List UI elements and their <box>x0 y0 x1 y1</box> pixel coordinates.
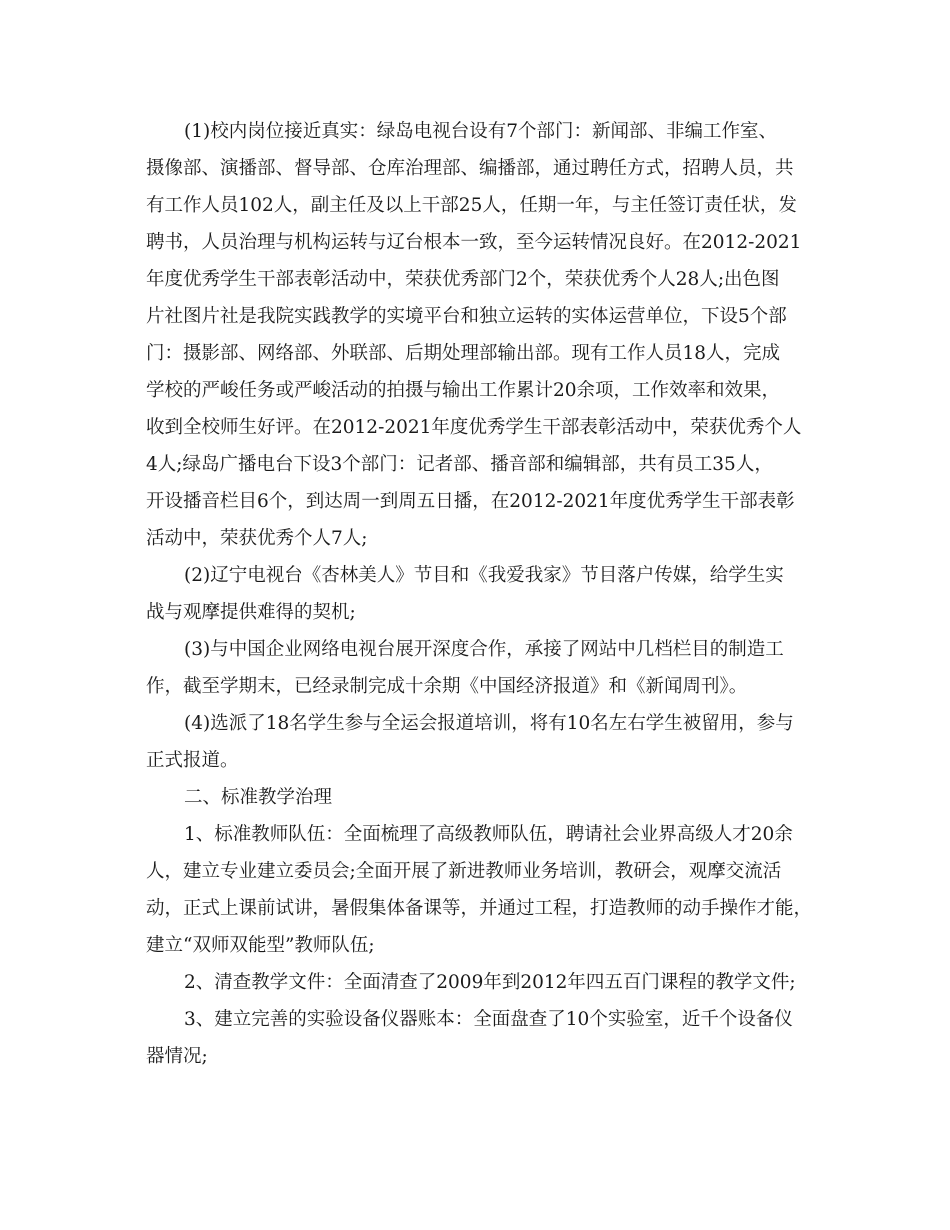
paragraph-line: (2)辽宁电视台《杏林美人》节目和《我爱我家》节目落户传媒，给学生实 <box>184 565 784 586</box>
paragraph-line: 建立“双师双能型”教师队伍; <box>146 935 375 956</box>
paragraph-line: 年度优秀学生干部表彰活动中，荣获优秀部门2个，荣获优秀个人28人;出色图 <box>146 269 780 290</box>
paragraph-line: 人，建立专业建立委员会;全面开展了新进教师业务培训，教研会，观摩交流活 <box>146 861 782 882</box>
paragraph-line: 有工作人员102人，副主任及以上干部25人，任期一年，与主任签订责任状，发 <box>146 195 797 216</box>
paragraph-line: (4)选派了18名学生参与全运会报道培训，将有10名左右学生被留用，参与 <box>184 713 794 734</box>
paragraph-line: 1、标准教师队伍：全面梳理了高级教师队伍，聘请社会业界高级人才20余 <box>184 824 793 845</box>
paragraph-line: (3)与中国企业网络电视台展开深度合作，承接了网站中几档栏目的制造工 <box>184 639 784 660</box>
paragraph-line: 片社图片社是我院实践教学的实境平台和独立运转的实体运营单位，下设5个部 <box>146 306 787 327</box>
paragraph-line: 收到全校师生好评。在2012-2021年度优秀学生干部表彰活动中，荣获优秀个人 <box>146 417 802 438</box>
document-body <box>146 113 812 1075</box>
paragraph-line: 活动中，荣获优秀个人7人; <box>146 528 368 549</box>
paragraph-line: 3、建立完善的实验设备仪器账本：全面盘查了10个实验室，近千个设备仪 <box>184 1009 793 1030</box>
paragraph-line: (1)校内岗位接近真实：绿岛电视台设有7个部门：新闻部、非编工作室、 <box>184 121 777 142</box>
paragraph-line: 门：摄影部、网络部、外联部、后期处理部输出部。现有工作人员18人，完成 <box>146 343 781 364</box>
section-heading: 二、标准教学治理 <box>184 787 333 808</box>
paragraph-line: 4人;绿岛广播电台下设3个部门：记者部、播音部和编辑部，共有员工35人， <box>146 454 773 475</box>
paragraph-line: 聘书，人员治理与机构运转与辽台根本一致，至今运转情况良好。在2012-2021 <box>146 232 802 253</box>
paragraph-line: 战与观摩提供难得的契机; <box>146 602 356 623</box>
paragraph-line: 作，截至学期末，已经录制完成十余期《中国经济报道》和《新闻周刊》。 <box>146 676 748 697</box>
paragraph-line: 学校的严峻任务或严峻活动的拍摄与输出工作累计20余项，工作效率和效果， <box>146 380 781 401</box>
paragraph-line: 器情况; <box>146 1046 208 1067</box>
paragraph-line: 2、清查教学文件：全面清查了2009年到2012年四五百门课程的教学文件; <box>184 972 796 993</box>
paragraph-line: 开设播音栏目6个，到达周一到周五日播，在2012-2021年度优秀学生干部表彰 <box>146 491 795 512</box>
paragraph-line: 动，正式上课前试讲，暑假集体备课等，并通过工程，打造教师的动手操作才能， <box>146 898 813 919</box>
paragraph-line: 摄像部、演播部、督导部、仓库治理部、编播部，通过聘任方式，招聘人员，共 <box>146 158 794 179</box>
paragraph-line: 正式报道。 <box>146 750 239 771</box>
